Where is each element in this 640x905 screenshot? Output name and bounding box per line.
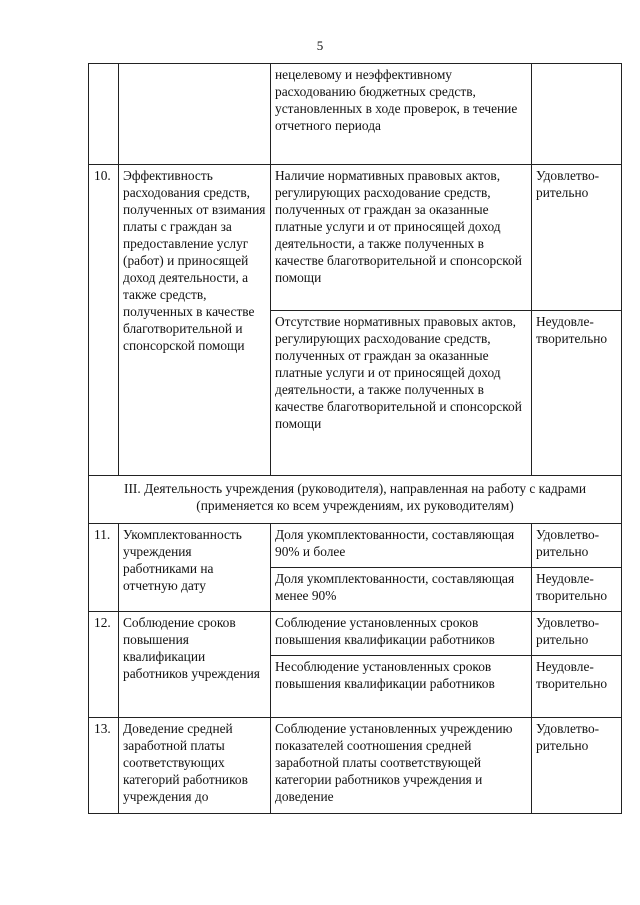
result-cell: Удовлетво-рительно <box>532 165 622 311</box>
row-number <box>89 64 119 165</box>
result-cell: Неудовле-творительно <box>532 656 622 718</box>
criterion-cell <box>119 64 271 165</box>
row-number: 12. <box>89 612 119 718</box>
criterion-cell: Укомплектованность учреждения работниками на отчетную дату <box>119 524 271 612</box>
result-cell: Удовлетво-рительно <box>532 612 622 656</box>
result-cell: Удовлетво-рительно <box>532 524 622 568</box>
table-row <box>89 612 622 656</box>
criterion-cell: Эффективность расходования средств, полученных от взимания платы с граждан за предоставление услуг (работ) и приносящей доход деятельности, а также средств, полученных в качестве благотворительной и спонсорской помощи <box>119 165 271 476</box>
condition-cell: Отсутствие нормативных правовых актов, регулирующих расходование средств, полученных от граждан за оказанные платные услуги и от приносящей доход деятельности, а также полученных в качестве благотворительной и спонсорской помощи <box>271 311 532 476</box>
condition-cell: Соблюдение установленных сроков повышения квалификации работников <box>271 612 532 656</box>
result-cell <box>532 64 622 165</box>
condition-cell: Соблюдение установленных учреждению показателей соотношения средней заработной платы соответствующей категории работников учреждения и доведение <box>271 718 532 814</box>
table-row <box>89 64 622 165</box>
condition-cell: нецелевому и неэффективному расходованию бюджетных средств, установленных в ходе проверок, в течение отчетного периода <box>271 64 532 165</box>
section-heading: III. Деятельность учреждения (руководителя), направленная на работу с кадрами (применяется ко всем учреждениям, их руководителям) <box>89 476 622 524</box>
row-number: 11. <box>89 524 119 612</box>
criterion-cell: Доведение средней заработной платы соответствующих категорий работников учреждения до <box>119 718 271 814</box>
table-row <box>89 524 622 568</box>
result-cell: Удовлетво-рительно <box>532 718 622 814</box>
condition-cell: Доля укомплектованности, составляющая менее 90% <box>271 568 532 612</box>
condition-cell: Несоблюдение установленных сроков повышения квалификации работников <box>271 656 532 718</box>
condition-cell: Наличие нормативных правовых актов, регулирующих расходование средств, полученных от граждан за оказанные платные услуги и от приносящей доход деятельности, а также полученных в качестве благотворительной и спонсорской помощи <box>271 165 532 311</box>
result-cell: Неудовле-творительно <box>532 568 622 612</box>
condition-cell: Доля укомплектованности, составляющая 90% и более <box>271 524 532 568</box>
page-number: 5 <box>316 38 324 53</box>
section-header-row <box>89 476 622 524</box>
table-row <box>89 165 622 311</box>
table-row <box>89 718 622 814</box>
result-cell: Неудовле-творительно <box>532 311 622 476</box>
row-number: 13. <box>89 718 119 814</box>
row-number: 10. <box>89 165 119 476</box>
criterion-cell: Соблюдение сроков повышения квалификации работников учреждения <box>119 612 271 718</box>
criteria-table <box>88 63 622 814</box>
